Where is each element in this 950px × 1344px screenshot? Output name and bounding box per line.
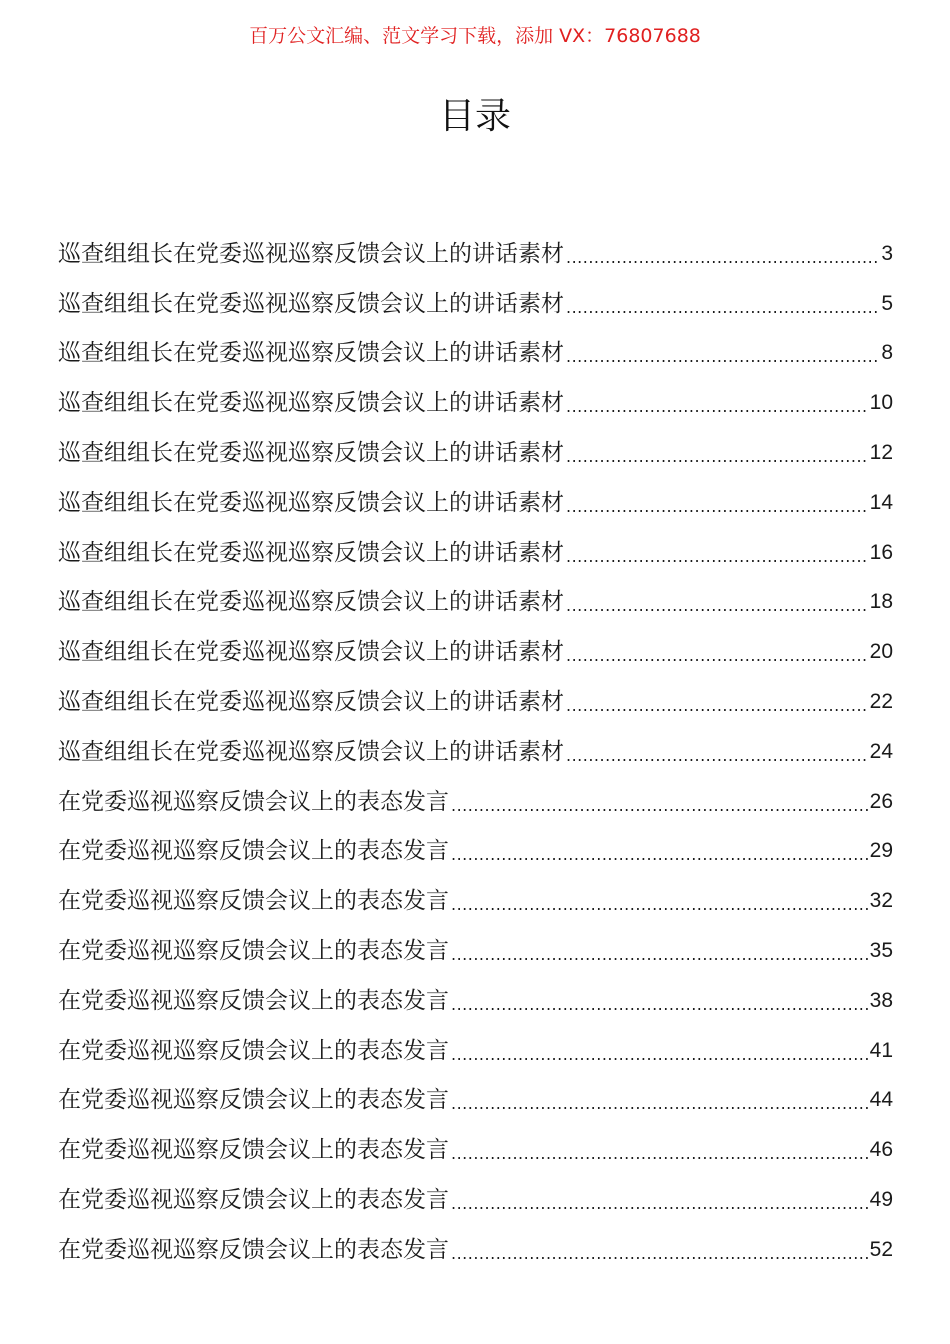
toc-dot-leader — [566, 493, 868, 521]
page-title: 目录 — [438, 96, 511, 137]
toc-entry-page: 29 — [869, 839, 893, 863]
toc-entry-page: 46 — [869, 1138, 893, 1162]
toc-entry-page: 20 — [869, 640, 893, 664]
toc-entry[interactable] — [58, 371, 893, 421]
toc-entry-page: 52 — [869, 1237, 893, 1261]
header-note: 百万公文汇编、范文学习下载，添加 VX：76807688 — [249, 25, 701, 47]
table-of-contents — [58, 222, 893, 1268]
toc-entry-title: 巡查组组长在党委巡视巡察反馈会议上的讲话素材 — [58, 439, 564, 466]
toc-entry[interactable] — [58, 720, 893, 770]
toc-entry[interactable] — [58, 521, 893, 571]
toc-entry[interactable] — [58, 1069, 893, 1119]
toc-dot-leader — [451, 1090, 868, 1118]
toc-entry-title: 在党委巡视巡察反馈会议上的表态发言 — [58, 1137, 449, 1164]
toc-entry[interactable] — [58, 322, 893, 372]
toc-entry-page: 44 — [869, 1088, 893, 1112]
toc-entry[interactable] — [58, 1168, 893, 1218]
toc-dot-leader — [566, 294, 879, 322]
toc-entry-page: 24 — [869, 739, 893, 763]
toc-entry[interactable] — [58, 1118, 893, 1168]
toc-dot-leader — [566, 742, 868, 770]
toc-dot-leader — [566, 642, 868, 670]
toc-entry-page: 5 — [881, 291, 893, 315]
toc-entry-page: 8 — [881, 341, 893, 365]
toc-entry[interactable] — [58, 421, 893, 471]
toc-entry-title: 巡查组组长在党委巡视巡察反馈会议上的讲话素材 — [58, 340, 564, 367]
toc-entry[interactable] — [58, 770, 893, 820]
toc-entry-title: 在党委巡视巡察反馈会议上的表态发言 — [58, 1087, 449, 1114]
toc-entry[interactable] — [58, 272, 893, 322]
toc-entry[interactable] — [58, 670, 893, 720]
toc-entry[interactable] — [58, 571, 893, 621]
toc-dot-leader — [566, 393, 868, 421]
toc-entry-page: 32 — [869, 889, 893, 913]
toc-dot-leader — [451, 1041, 868, 1069]
toc-entry[interactable] — [58, 969, 893, 1019]
toc-dot-leader — [451, 941, 868, 969]
toc-entry-title: 巡查组组长在党委巡视巡察反馈会议上的讲话素材 — [58, 589, 564, 616]
toc-entry-page: 16 — [869, 540, 893, 564]
toc-entry-title: 在党委巡视巡察反馈会议上的表态发言 — [58, 838, 449, 865]
toc-dot-leader — [451, 891, 868, 919]
toc-entry-title: 巡查组组长在党委巡视巡察反馈会议上的讲话素材 — [58, 240, 564, 267]
toc-dot-leader — [451, 1190, 868, 1218]
toc-entry-title: 在党委巡视巡察反馈会议上的表态发言 — [58, 937, 449, 964]
toc-entry-title: 巡查组组长在党委巡视巡察反馈会议上的讲话素材 — [58, 390, 564, 417]
toc-dot-leader — [566, 692, 868, 720]
toc-entry-title: 巡查组组长在党委巡视巡察反馈会议上的讲话素材 — [58, 539, 564, 566]
toc-dot-leader — [566, 343, 879, 371]
toc-entry-page: 3 — [881, 241, 893, 265]
toc-dot-leader — [566, 543, 868, 571]
toc-entry-title: 巡查组组长在党委巡视巡察反馈会议上的讲话素材 — [58, 688, 564, 715]
toc-entry[interactable] — [58, 222, 893, 272]
toc-entry-title: 在党委巡视巡察反馈会议上的表态发言 — [58, 987, 449, 1014]
toc-entry-page: 35 — [869, 938, 893, 962]
toc-entry[interactable] — [58, 919, 893, 969]
toc-entry[interactable] — [58, 820, 893, 870]
toc-dot-leader — [451, 1240, 868, 1268]
toc-entry-title: 在党委巡视巡察反馈会议上的表态发言 — [58, 1186, 449, 1213]
toc-entry-title: 巡查组组长在党委巡视巡察反馈会议上的讲话素材 — [58, 639, 564, 666]
toc-entry-page: 18 — [869, 590, 893, 614]
toc-dot-leader — [451, 1140, 868, 1168]
toc-entry[interactable] — [58, 1218, 893, 1268]
toc-dot-leader — [451, 991, 868, 1019]
toc-dot-leader — [451, 841, 868, 869]
toc-entry[interactable] — [58, 1019, 893, 1069]
toc-entry-title: 在党委巡视巡察反馈会议上的表态发言 — [58, 1037, 449, 1064]
toc-dot-leader — [566, 244, 879, 272]
toc-entry-page: 26 — [869, 789, 893, 813]
toc-entry-page: 49 — [869, 1187, 893, 1211]
toc-entry-title: 巡查组组长在党委巡视巡察反馈会议上的讲话素材 — [58, 489, 564, 516]
toc-entry-page: 10 — [869, 391, 893, 415]
toc-dot-leader — [566, 443, 868, 471]
toc-entry-page: 22 — [869, 689, 893, 713]
toc-entry[interactable] — [58, 869, 893, 919]
toc-entry-page: 41 — [869, 1038, 893, 1062]
toc-entry-title: 巡查组组长在党委巡视巡察反馈会议上的讲话素材 — [58, 290, 564, 317]
toc-entry[interactable] — [58, 620, 893, 670]
toc-entry-title: 巡查组组长在党委巡视巡察反馈会议上的讲话素材 — [58, 738, 564, 765]
toc-entry-page: 12 — [869, 440, 893, 464]
toc-entry-page: 14 — [869, 490, 893, 514]
toc-entry-title: 在党委巡视巡察反馈会议上的表态发言 — [58, 788, 449, 815]
toc-entry-title: 在党委巡视巡察反馈会议上的表态发言 — [58, 888, 449, 915]
toc-entry-page: 38 — [869, 988, 893, 1012]
toc-dot-leader — [451, 792, 868, 820]
toc-entry[interactable] — [58, 471, 893, 521]
toc-entry-title: 在党委巡视巡察反馈会议上的表态发言 — [58, 1236, 449, 1263]
toc-dot-leader — [566, 592, 868, 620]
